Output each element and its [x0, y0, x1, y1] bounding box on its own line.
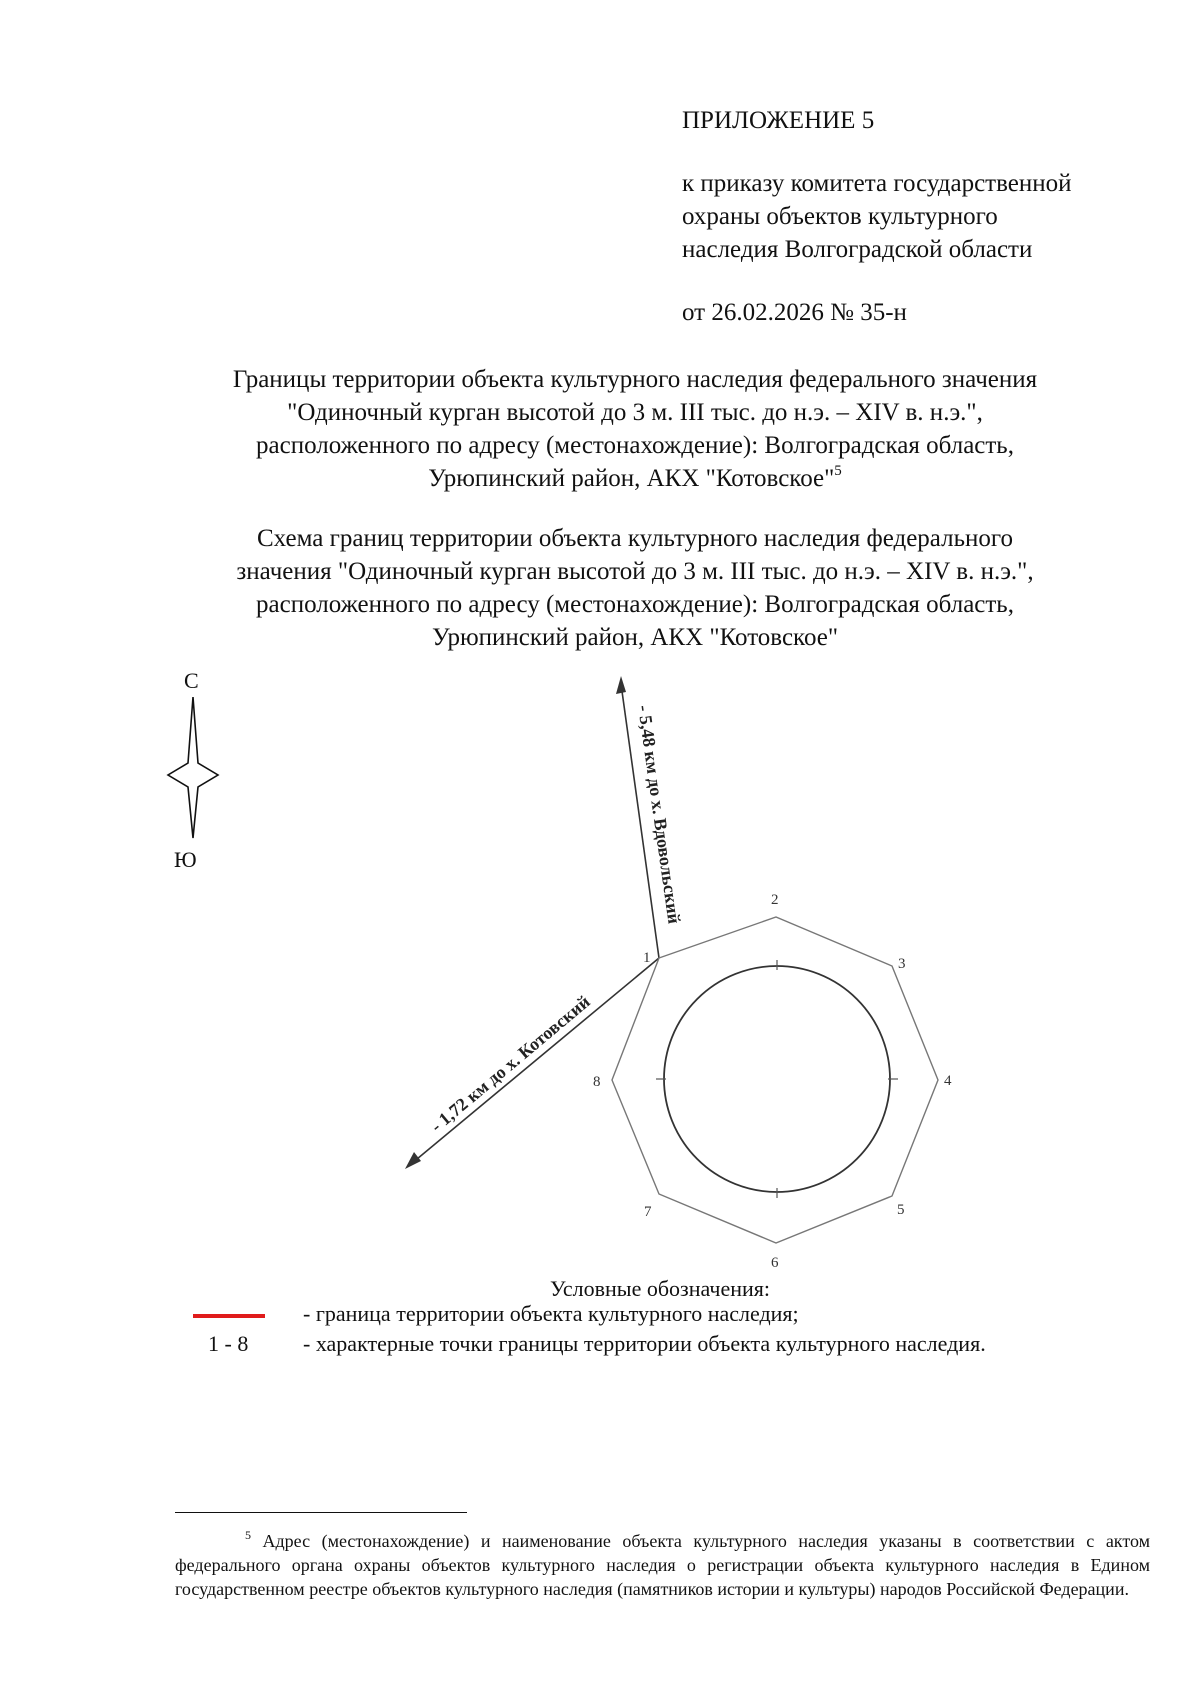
title-line: "Одиночный курган высотой до 3 м. III тыс. до н.э. – XIV в. н.э.", — [287, 399, 983, 426]
title-line: Границы территории объекта культурного наследия федерального значения — [232, 366, 1038, 393]
scheme-title-line: Урюпинский район, АКХ "Котовское" — [431, 624, 839, 651]
footnote-number: 5 — [245, 1528, 251, 1542]
arrow-north-label: - 5,48 км до х. Вдовольский — [634, 703, 685, 925]
point-label-6: 6 — [771, 1255, 779, 1271]
point-label-1: 1 — [643, 950, 651, 966]
point-label-4: 4 — [944, 1073, 952, 1089]
point-label-7: 7 — [644, 1204, 652, 1220]
compass-north-label: С — [184, 668, 199, 693]
order-reference-line: наследия Волгоградской области — [682, 236, 1033, 263]
arrow-sw-head — [405, 1152, 421, 1169]
legend-boundary-text: - граница территории объекта культурного наследия; — [303, 1301, 799, 1326]
title-line: расположенного по адресу (местонахождение): Волгоградская область, — [256, 432, 1014, 459]
arrow-north-head — [616, 676, 626, 694]
appendix-number: ПРИЛОЖЕНИЕ 5 — [682, 107, 875, 134]
point-label-5: 5 — [897, 1202, 905, 1218]
arrow-sw-label: - 1,72 км до х. Котовский — [426, 991, 594, 1137]
footnote-reference[interactable]: 5 — [834, 462, 842, 479]
mound-circle — [664, 966, 890, 1192]
legend-points-symbol: 1 - 8 — [208, 1331, 249, 1356]
legend-points-text: - характерные точки границы территории объекта культурного наследия. — [303, 1331, 986, 1356]
scheme-title-line: Схема границ территории объекта культурного наследия федерального — [256, 525, 1014, 552]
legend-title: Условные обозначения: — [549, 1276, 771, 1301]
footnote-separator — [175, 1512, 467, 1513]
order-reference-line: к приказу комитета государственной — [682, 170, 1072, 197]
compass-south-label: Ю — [174, 847, 197, 872]
arrow-sw-line — [411, 958, 659, 1164]
legend-boundary-swatch — [193, 1314, 265, 1318]
point-label-2: 2 — [771, 892, 779, 908]
order-date-number: от 26.02.2026 № 35-н — [682, 299, 907, 326]
scheme-title-line: расположенного по адресу (местонахождение): Волгоградская область, — [256, 591, 1014, 618]
title-line-text: Урюпинский район, АКХ "Котовское" — [428, 465, 835, 492]
footnote-text: Адрес (местонахождение) и наименование объекта культурного наследия указаны в соответствии с актом федерального органа охраны объектов культурного наследия о регистрации объекта культурного наследия в Едином государственном реестре объектов культурного наследия (памятников истории и культуры) народов Российской Федерации. — [175, 1531, 1150, 1599]
order-reference-line: охраны объектов культурного — [682, 203, 998, 230]
footnote — [175, 1529, 1150, 1601]
point-label-3: 3 — [898, 956, 906, 972]
scheme-title-line: значения "Одиночный курган высотой до 3 м. III тыс. до н.э. – XIV в. н.э.", — [236, 558, 1034, 585]
point-label-8: 8 — [593, 1074, 601, 1090]
